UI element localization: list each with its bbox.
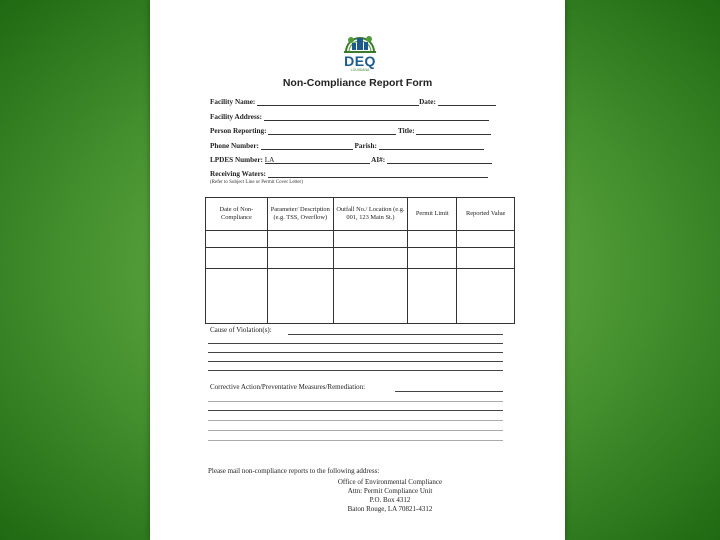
form-title: Non-Compliance Report Form xyxy=(282,77,433,89)
table-cell[interactable] xyxy=(408,248,457,269)
address-line: Office of Environmental Compliance xyxy=(337,478,443,486)
parish-field[interactable] xyxy=(379,142,484,150)
title-label: Title: xyxy=(397,127,415,135)
phone-number-field[interactable] xyxy=(261,142,353,150)
deq-logo xyxy=(340,26,380,76)
phone-number-label: Phone Number: xyxy=(210,142,259,150)
person-reporting-row xyxy=(210,127,491,135)
address-line: Attn: Permit Compliance Unit xyxy=(347,487,433,495)
cause-line[interactable] xyxy=(208,361,503,362)
receiving-waters-label: Receiving Waters: xyxy=(210,170,266,178)
facility-address-field[interactable] xyxy=(264,113,489,121)
table-cell[interactable] xyxy=(206,248,268,269)
cause-line[interactable] xyxy=(208,370,503,371)
corrective-action-label: Corrective Action/Preventative Measures/Remediation: xyxy=(210,383,366,391)
table-cell[interactable] xyxy=(408,231,457,248)
cause-line[interactable] xyxy=(288,334,503,335)
corrective-line[interactable] xyxy=(208,430,503,431)
corrective-line[interactable] xyxy=(208,420,503,421)
title-field[interactable] xyxy=(416,127,491,135)
cause-of-violation-label: Cause of Violation(s): xyxy=(210,326,272,334)
date-field[interactable] xyxy=(438,98,496,106)
table-row xyxy=(206,269,515,324)
receiving-waters-field[interactable] xyxy=(268,170,488,178)
facility-name-row xyxy=(210,98,496,106)
person-reporting-field[interactable] xyxy=(268,127,396,135)
corrective-line[interactable] xyxy=(208,410,503,411)
facility-address-row xyxy=(210,113,489,121)
address-line: Baton Rouge, LA 70821-4312 xyxy=(347,505,433,513)
table-cell[interactable] xyxy=(457,231,515,248)
facility-address-label: Facility Address: xyxy=(210,113,262,121)
address-line: P.O. Box 4312 xyxy=(369,496,411,504)
deq-emblem-icon xyxy=(340,26,380,56)
cause-line[interactable] xyxy=(208,352,503,353)
parish-label: Parish: xyxy=(354,142,377,150)
receiving-waters-note: (Refer to Subject Line or Permit Cover Letter) xyxy=(210,180,303,185)
phone-number-row xyxy=(210,142,484,150)
table-cell[interactable] xyxy=(267,231,333,248)
table-cell[interactable] xyxy=(333,248,407,269)
table-cell[interactable] xyxy=(206,231,268,248)
table-cell[interactable] xyxy=(267,269,333,324)
table-cell[interactable] xyxy=(457,248,515,269)
form-page xyxy=(150,0,565,540)
ai-number-label: AI#: xyxy=(371,156,386,164)
table-cell[interactable] xyxy=(457,269,515,324)
logo-wordmark: DEQ xyxy=(344,53,376,69)
date-label: Date: xyxy=(419,98,436,106)
table-cell[interactable] xyxy=(408,269,457,324)
table-header-row xyxy=(206,198,515,231)
header-date: Date of Non-Compliance xyxy=(206,198,268,231)
lpdes-number-label: LPDES Number: xyxy=(210,156,263,164)
facility-name-field[interactable] xyxy=(257,98,419,106)
header-reported-value: Reported Value xyxy=(457,198,515,231)
table-row xyxy=(206,231,515,248)
noncompliance-table xyxy=(205,197,515,324)
mailing-instruction: Please mail non-compliance reports to the following address: xyxy=(208,467,380,475)
logo-subtext: LOUISIANA xyxy=(350,68,370,72)
facility-name-label: Facility Name: xyxy=(210,98,256,106)
header-outfall: Outfall No./ Location (e.g. 001, 123 Main St.) xyxy=(333,198,407,231)
receiving-waters-row xyxy=(210,170,488,178)
table-cell[interactable] xyxy=(333,269,407,324)
lpdes-number-field[interactable]: LA xyxy=(265,156,370,164)
corrective-line[interactable] xyxy=(208,401,503,402)
person-reporting-label: Person Reporting: xyxy=(210,127,267,135)
header-permit-limit: Permit Limit xyxy=(408,198,457,231)
table-cell[interactable] xyxy=(333,231,407,248)
ai-number-field[interactable] xyxy=(387,156,492,164)
table-cell[interactable] xyxy=(267,248,333,269)
table-cell[interactable] xyxy=(206,269,268,324)
header-parameter: Parameter/ Description (e.g. TSS, Overflow) xyxy=(267,198,333,231)
lpdes-number-row xyxy=(210,156,492,164)
corrective-line[interactable] xyxy=(208,440,503,441)
table-row xyxy=(206,248,515,269)
corrective-line[interactable] xyxy=(395,391,503,392)
cause-line[interactable] xyxy=(208,343,503,344)
